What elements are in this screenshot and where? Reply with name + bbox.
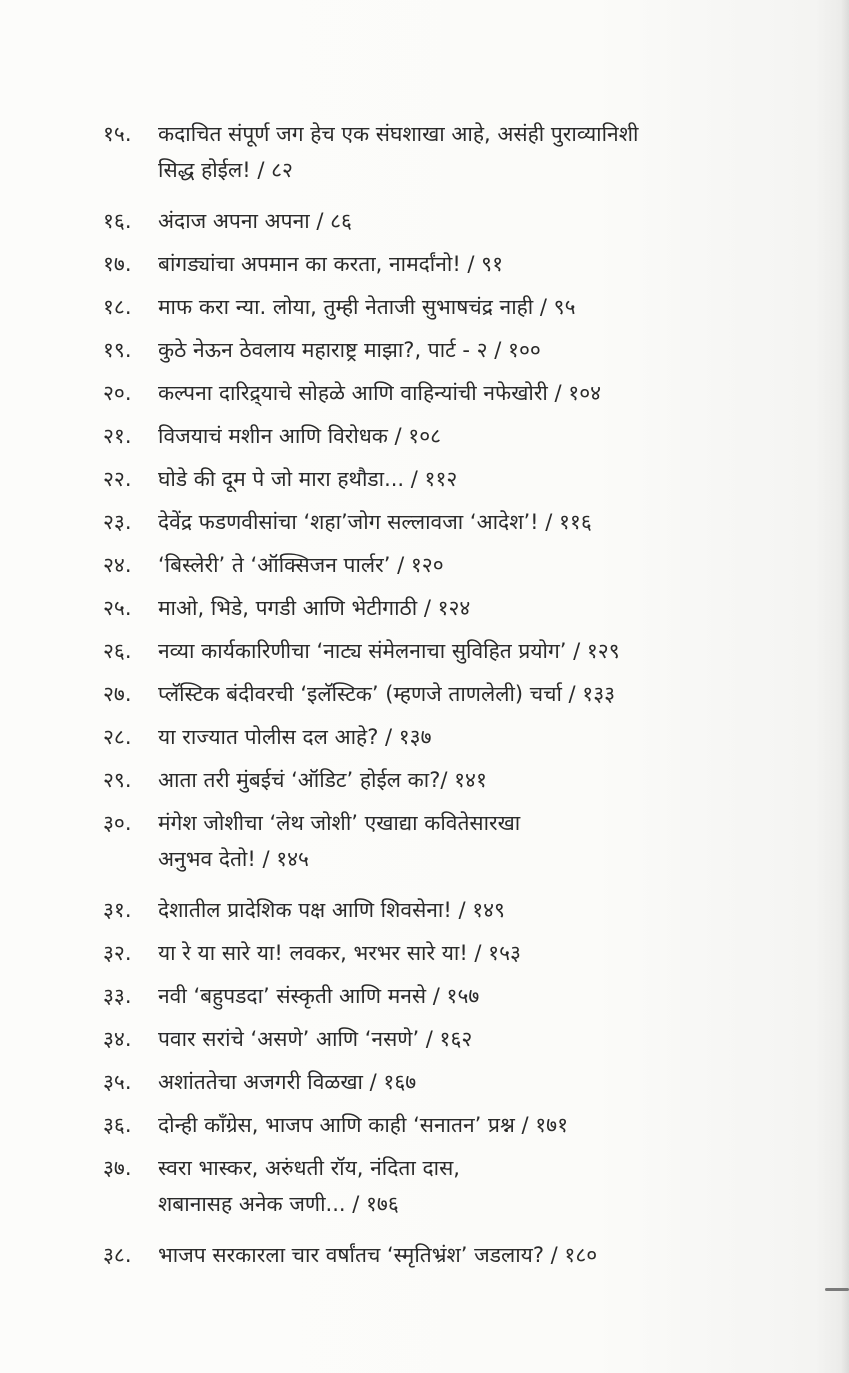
toc-entry (103, 375, 763, 418)
entry-title: स्वरा भास्कर, अरुंधती रॉय, नंदिता दास, शबानासह अनेक जणी... / १७६ (158, 1156, 460, 1216)
entry-number: २३. (103, 510, 132, 534)
entry-title: देशातील प्रादेशिक पक्ष आणि शिवसेना! / १४९ (158, 898, 505, 922)
page-edge-mark (825, 1288, 849, 1291)
entry-title: भाजप सरकारला चार वर्षांतच ‘स्मृतिभ्रंश’ जडलाय? / १८० (158, 1243, 598, 1267)
entry-title: नवी ‘बहुपडदा’ संस्कृती आणि मनसे / १५७ (158, 984, 480, 1008)
entry-title: या रे या सारे या! लवकर, भरभर सारे या! / १५३ (158, 941, 521, 965)
entry-title: या राज्यात पोलीस दल आहे? / १३७ (158, 725, 432, 749)
page-edge-shadow (841, 0, 849, 1373)
entry-number: २८. (103, 725, 132, 749)
toc-entry (103, 805, 763, 892)
entry-title: देवेंद्र फडणवीसांचा ‘शहा’जोग सल्लावजा ‘आदेश’! / ११६ (158, 510, 592, 534)
entry-number: २५. (103, 596, 132, 620)
entry-title: मंगेश जोशीचा ‘लेथ जोशी’ एखाद्या कवितेसारखा अनुभव देतो! / १४५ (158, 811, 521, 871)
toc-entry (103, 332, 763, 375)
toc-entry (103, 289, 763, 332)
entry-number: ३२. (103, 941, 132, 965)
toc-entry (103, 935, 763, 978)
toc-entry (103, 892, 763, 935)
toc-entry (103, 116, 763, 203)
entry-title: अशांततेचा अजगरी विळखा / १६७ (158, 1070, 417, 1094)
entry-title: विजयाचं मशीन आणि विरोधक / १०८ (158, 424, 442, 448)
entry-number: १७. (103, 252, 132, 276)
entry-title: घोडे की दूम पे जो मारा हथौडा... / ११२ (158, 467, 458, 491)
entry-title: बांगड्यांचा अपमान का करता, नामर्दांनो! / ९१ (158, 252, 504, 276)
toc-entry (103, 978, 763, 1021)
entry-number: २२. (103, 467, 132, 491)
entry-title: आता तरी मुंबईचं ‘ऑडिट’ होईल का?/ १४१ (158, 768, 487, 792)
entry-title: कदाचित संपूर्ण जग हेच एक संघशाखा आहे, असंही पुराव्यानिशी सिद्ध होईल! / ८२ (158, 122, 639, 182)
toc-entry (103, 547, 763, 590)
toc-entry (103, 1107, 763, 1150)
toc-entry (103, 461, 763, 504)
entry-number: २४. (103, 553, 132, 577)
entry-title: ‘बिस्लेरी’ ते ‘ऑक्सिजन पार्लर’ / १२० (158, 553, 444, 577)
entry-number: ३३. (103, 984, 132, 1008)
toc-entry (103, 590, 763, 633)
entry-number: २७. (103, 682, 132, 706)
entry-number: १५. (103, 122, 132, 146)
entry-title: कुठे नेऊन ठेवलाय महाराष्ट्र माझा?, पार्ट - २ / १०० (158, 338, 541, 362)
entry-number: ३०. (103, 811, 132, 835)
entry-number: ३७. (103, 1156, 132, 1180)
entry-title: पवार सरांचे ‘असणे’ आणि ‘नसणे’ / १६२ (158, 1027, 473, 1051)
toc-entry (103, 1021, 763, 1064)
entry-number: २९. (103, 768, 132, 792)
entry-title: अंदाज अपना अपना / ८६ (158, 209, 352, 233)
entry-title: दोन्ही काँग्रेस, भाजप आणि काही ‘सनातन’ प्रश्न / १७१ (158, 1113, 568, 1137)
entry-title: माओ, भिडे, पगडी आणि भेटीगाठी / १२४ (158, 596, 471, 620)
toc-entry (103, 762, 763, 805)
entry-number: ३६. (103, 1113, 132, 1137)
entry-title: नव्या कार्यकारिणीचा ‘नाट्य संमेलनाचा सुविहित प्रयोग’ / १२९ (158, 639, 620, 663)
toc-entry (103, 504, 763, 547)
entry-number: २०. (103, 381, 132, 405)
entry-number: ३५. (103, 1070, 132, 1094)
entry-title: प्लॅस्टिक बंदीवरची ‘इलॅस्टिक’ (म्हणजे ताणलेली) चर्चा / १३३ (158, 682, 616, 706)
entry-number: १८. (103, 295, 132, 319)
toc-entry (103, 1237, 763, 1280)
entry-number: ३४. (103, 1027, 132, 1051)
entry-title: कल्पना दारिद्र्याचे सोहळे आणि वाहिन्यांची नफेखोरी / १०४ (158, 381, 602, 405)
toc-entry (103, 1064, 763, 1107)
entry-number: ३८. (103, 1243, 132, 1267)
entry-number: ३१. (103, 898, 132, 922)
toc-entry (103, 418, 763, 461)
toc-entry (103, 203, 763, 246)
toc-entry (103, 676, 763, 719)
table-of-contents (103, 116, 763, 1280)
toc-entry (103, 633, 763, 676)
entry-number: १९. (103, 338, 132, 362)
entry-number: १६. (103, 209, 132, 233)
toc-entry (103, 719, 763, 762)
toc-entry (103, 1150, 763, 1237)
entry-number: २६. (103, 639, 132, 663)
entry-number: २१. (103, 424, 132, 448)
entry-title: माफ करा न्या. लोया, तुम्ही नेताजी सुभाषचंद्र नाही / ९५ (158, 295, 576, 319)
toc-entry (103, 246, 763, 289)
